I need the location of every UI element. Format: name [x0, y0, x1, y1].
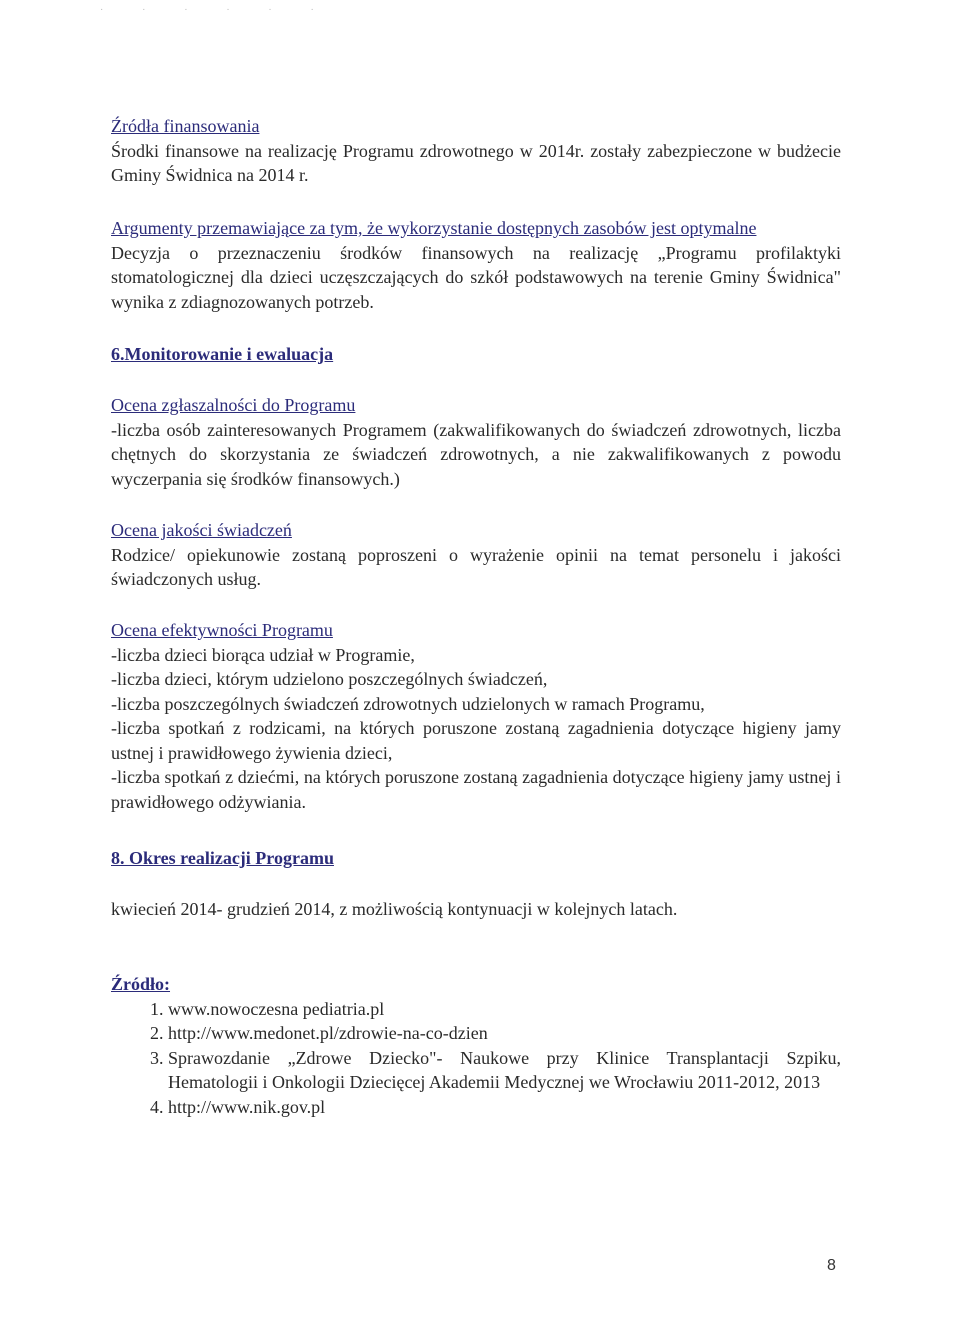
arguments-text: Decyzja o przeznaczeniu środków finansowych na realizację „Programu profilaktyki stomatologicznej dla dzieci uczęszczających do szkół podstawowych na terenie Gminy Świdnica" wynika z zdiagnozowanych potrzeb. [111, 242, 841, 312]
arguments-heading: Argumenty przemawiające za tym, że wykorzystanie dostępnych zasobów jest optymalne [111, 218, 757, 238]
sources-list [111, 997, 841, 1120]
effectiveness-section [111, 618, 841, 814]
reporting-heading: Ocena zgłaszalności do Programu [111, 395, 356, 415]
effectiveness-item: -liczba poszczególnych świadczeń zdrowotnych udzielonych w ramach Programu, [111, 693, 705, 714]
funding-section [111, 114, 841, 188]
source-item: 2. http://www.medonet.pl/zdrowie-na-co-dzien [168, 1021, 841, 1046]
source-item: 1. www.nowoczesna pediatria.pl [168, 997, 841, 1022]
document-page [111, 0, 841, 1335]
effectiveness-heading: Ocena efektywności Programu [111, 620, 333, 640]
reporting-section [111, 393, 841, 491]
arguments-section [111, 216, 841, 314]
effectiveness-item: -liczba dzieci biorąca udział w Programie, [111, 644, 415, 665]
quality-heading: Ocena jakości świadczeń [111, 520, 292, 540]
effectiveness-item: -liczba spotkań z dziećmi, na których poruszone zostaną zagadnienia dotyczące higieny jamy ustnej i prawidłowego odżywiania. [111, 767, 841, 812]
funding-heading: Źródła finansowania [111, 116, 260, 136]
effectiveness-item: -liczba dzieci, którym udzielono poszczególnych świadczeń, [111, 669, 548, 689]
source-item: 3. Sprawozdanie „Zdrowe Dziecko"- Naukowe przy Klinice Transplantacji Szpiku, Hematologii i Onkologii Dziecięcej Akademii Medycznej we Wrocławiu 2011-2012, 2013 [168, 1046, 841, 1095]
section-6-heading: 6.Monitorowanie i ewaluacja [111, 344, 334, 364]
scan-artifacts: · · · · · · [100, 4, 332, 15]
quality-section [111, 518, 841, 592]
section-8-text: kwiecień 2014- grudzień 2014, z możliwością kontynuacji w kolejnych latach. [111, 899, 678, 919]
section-8-text-block [111, 897, 841, 922]
section-8-heading-block [111, 846, 841, 871]
reporting-text: -liczba osób zainteresowanych Programem (zakwalifikowanych do świadczeń zdrowotnych, liczba chętnych do skorzystania ze świadczeń zdrowotnych, a nie zakwalifikowanych z powodu wyczerpania się środków finansowych.) [111, 419, 841, 489]
sources-section [111, 972, 841, 1119]
funding-text: Środki finansowe na realizację Programu zdrowotnego w 2014r. zostały zabezpieczone w budżecie Gminy Świdnica na 2014 r. [111, 140, 841, 185]
section-6-heading-block [111, 342, 841, 367]
source-item: 4. http://www.nik.gov.pl [168, 1095, 841, 1120]
section-8-heading: 8. Okres realizacji Programu [111, 848, 334, 868]
effectiveness-item: -liczba spotkań z rodzicami, na których poruszone zostaną zagadnienia dotyczące higieny jamy ustnej i prawidłowego żywienia dzieci, [111, 718, 841, 763]
quality-text: Rodzice/ opiekunowie zostaną poproszeni o wyrażenie opinii na temat personelu i jakości świadczonych usług. [111, 544, 841, 589]
page-number: 8 [827, 1257, 836, 1274]
sources-heading: Źródło: [111, 974, 171, 994]
